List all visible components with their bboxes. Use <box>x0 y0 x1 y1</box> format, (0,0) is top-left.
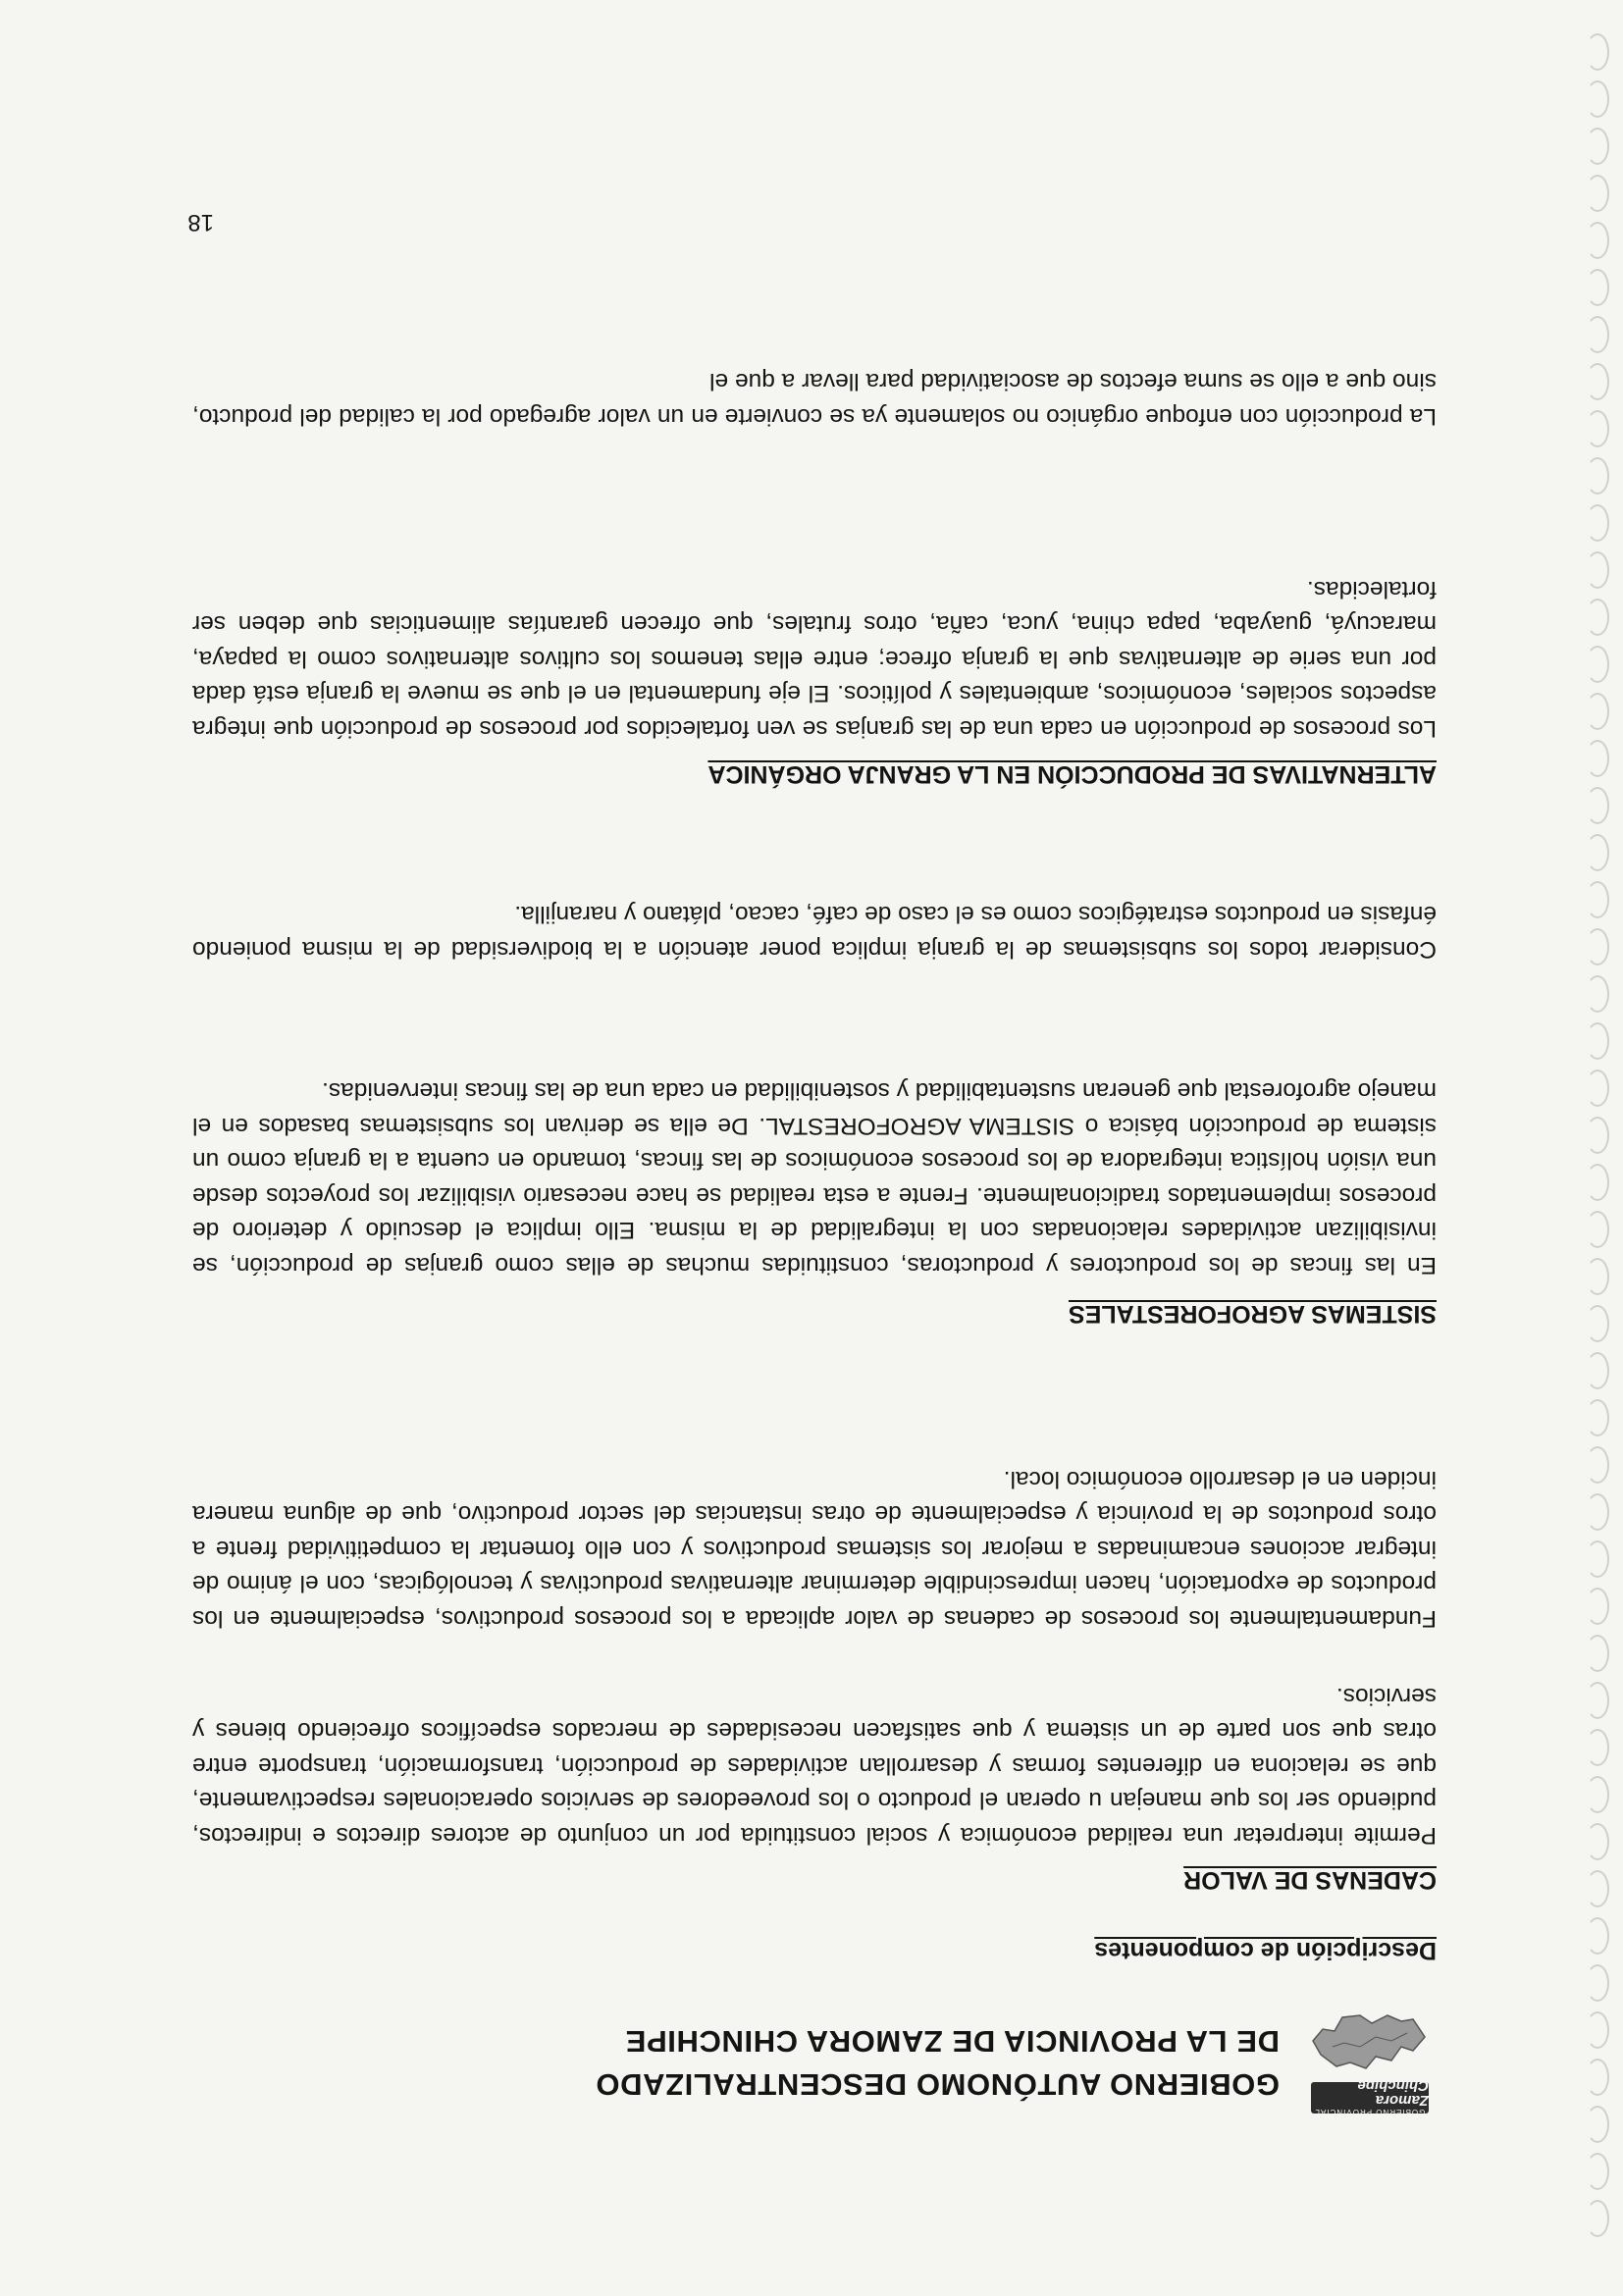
binding-ring <box>1586 1446 1609 1484</box>
binding-ring <box>1586 410 1609 447</box>
binding-ring <box>1586 1164 1609 1201</box>
heading-cadenas-de-valor: CADENAS DE VALOR <box>1183 1866 1437 1894</box>
province-map-icon <box>1305 2008 1431 2076</box>
binding-ring <box>1586 1776 1609 1813</box>
heading-sistemas-agroforestales: SISTEMAS AGROFORESTALES <box>1068 1300 1437 1328</box>
binding-ring <box>1586 1870 1609 1907</box>
logo-badge-main: Zamora Chinchipe <box>1357 2077 1429 2110</box>
government-title <box>259 2019 1280 2106</box>
binding-ring <box>1586 128 1609 165</box>
binding-ring <box>1586 1258 1609 1295</box>
binding-ring <box>1586 1305 1609 1342</box>
binding-ring <box>1586 1588 1609 1625</box>
binding-ring <box>1586 1540 1609 1578</box>
binding-ring <box>1586 1682 1609 1719</box>
binding-ring <box>1586 1917 1609 1955</box>
binding-ring <box>1586 504 1609 542</box>
section-title: Descripción de componentes <box>1094 1937 1437 1964</box>
binding-ring <box>1586 1399 1609 1436</box>
binding-ring <box>1586 80 1609 118</box>
paragraph-alternativas-1: Los procesos de producción en cada una de las granjas se ven fortalecidos por procesos de producción que integra aspectos sociales, económicos, ambientales y políticos. El eje fundamental en el que se mueve la granja está dada por una serie de alternativas que la granja ofrece; entre ellas tenemos los cultivos alternativos como la papaya, maracuyá, guayaba, papa china, yuca, caña, otros frutales, que ofrecen garantías alimenticias que deben ser fortalecidas. <box>192 576 1437 742</box>
binding-ring <box>1586 693 1609 730</box>
binding-ring <box>1586 1022 1609 1060</box>
heading-alternativas-produccion: ALTERNATIVAS DE PRODUCCIÓN EN LA GRANJA ORGÁNICA <box>707 760 1437 788</box>
binding-ring <box>1586 2059 1609 2096</box>
binding-ring <box>1586 2200 1609 2237</box>
binding-ring <box>1586 928 1609 965</box>
page-number: 18 <box>187 209 214 235</box>
paragraph-cadenas-2: Fundamentalmente los procesos de cadenas de valor aplicada a los procesos productivos, especialmente en los productos de exportación, hacen imprescindible determinar alternativas productivas y tecnológicas, con el ánimo de integrar acciones encaminadas a mejorar los sistemas productivos y con ello fomentar la competitividad frente a otros productos de la provincia y especialmente de otras instancias del sector productivo, que de alguna manera inciden en el desarrollo económico local. <box>192 1466 1437 1632</box>
binding-ring <box>1586 834 1609 871</box>
binding-ring <box>1586 1352 1609 1389</box>
binding-ring <box>1586 1823 1609 1860</box>
binding-ring <box>1586 1211 1609 1248</box>
binding-ring <box>1586 222 1609 259</box>
binding-ring <box>1586 269 1609 306</box>
binding-ring <box>1586 787 1609 824</box>
logo-badge <box>1311 2077 1429 2117</box>
binding-ring <box>1586 363 1609 400</box>
binding-ring <box>1586 740 1609 777</box>
binding-ring <box>1586 646 1609 683</box>
binding-ring <box>1586 1729 1609 1766</box>
paragraph-cadenas-1: Permite interpretar una realidad económica y social constituida por un conjunto de actores directos e indirectos, pudiendo ser los que manejan u operan el producto o los proveedores de servicios operacionales respectivamente, que se relaciona en diferentes formas y desarrollan actividades de producción, transformación, transporte entre otras que son parte de un sistema y que satisfacen necesidades de mercados específicos ofreciendo bienes y servicios. <box>192 1683 1437 1849</box>
binding-ring <box>1586 175 1609 212</box>
binding-ring <box>1586 457 1609 495</box>
binding-ring <box>1586 33 1609 71</box>
binding-ring <box>1586 2011 1609 2049</box>
binding-ring <box>1586 2153 1609 2190</box>
binding-ring <box>1586 881 1609 918</box>
binding-ring <box>1586 551 1609 589</box>
paragraph-alternativas-2: La producción con enfoque orgánico no solamente ya se convierte en un valor agregado por la calidad del producto, sino que a ello se suma efectos de asociatividad para llevar a que el <box>192 368 1437 430</box>
document-header <box>259 2004 1437 2121</box>
binding-ring <box>1586 1635 1609 1672</box>
paragraph-sistemas-2: Considerar todos los subsistemas de la granja implica poner atención a la biodiversidad de la misma poniendo énfasis en productos estratégicos como es el caso de café, cacao, plátano y naranjilla. <box>192 901 1437 963</box>
binding-ring <box>1586 1117 1609 1154</box>
provincial-logo <box>1299 2004 1437 2121</box>
binding-ring <box>1586 1964 1609 2002</box>
binding-ring <box>1586 316 1609 353</box>
paragraph-sistemas-1: En las fincas de los productores y productoras, constituidas muchas de ellas como granjas de producción, se invisibilizan actividades relacionadas con la integralidad de la misma. Ello implica el descuido y deterioro de procesos implementados tradicionalmente. Frente a esta realidad se hace necesario visibilizar los proyectos desde una visión holística integradora de los procesos económicos de las fincas, tomando en cuenta a la granja como un sistema de producción básica o SISTEMA AGROFORESTAL. De ella se derivan los subsistemas basados en el manejo agroforestal que generan sustentabilidad y sostenibilidad en cada una de las fincas intervenidas. <box>192 1077 1437 1278</box>
logo-badge-top: GOBIERNO PROVINCIAL <box>1314 2108 1426 2117</box>
government-title-line1: GOBIERNO AUTÓNOMO DESCENTRALIZADO <box>595 2067 1280 2102</box>
binding-ring <box>1586 2106 1609 2143</box>
binding-ring <box>1586 1493 1609 1531</box>
binding-ring <box>1586 599 1609 636</box>
government-title-line2: DE LA PROVINCIA DE ZAMORA CHINCHIPE <box>625 2024 1280 2059</box>
binding-ring <box>1586 975 1609 1013</box>
binding-ring <box>1586 1070 1609 1107</box>
